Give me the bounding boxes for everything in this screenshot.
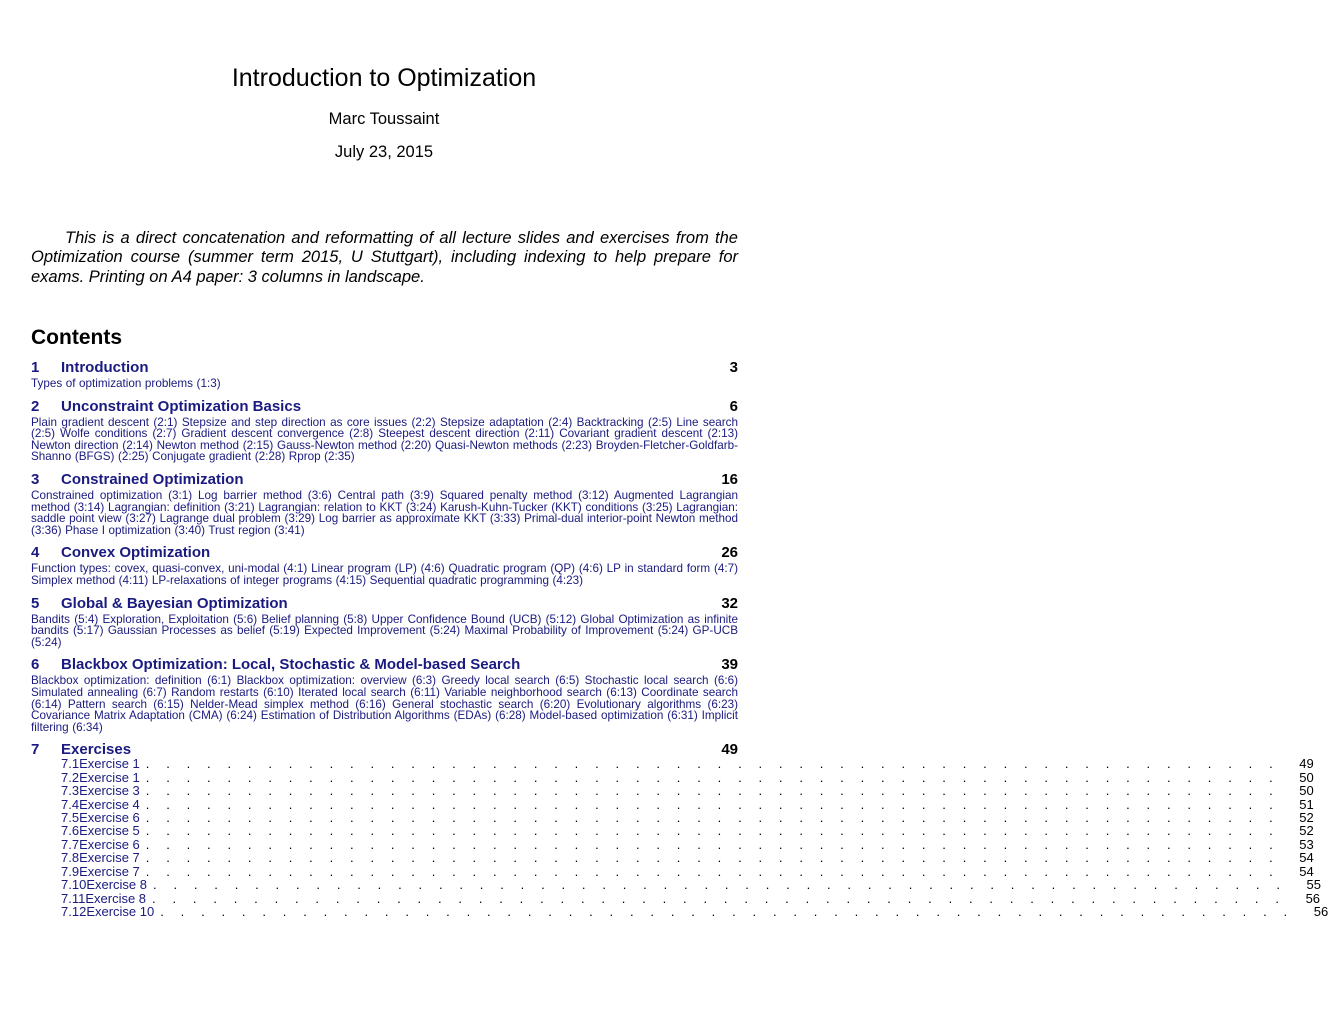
exercise-number: 7.1 bbox=[61, 756, 80, 772]
exercise-number: 7.5 bbox=[61, 810, 80, 826]
chapter-title: Convex Optimization bbox=[61, 544, 211, 562]
exercise-title: Exercise 1 bbox=[79, 756, 140, 772]
exercise-title: Exercise 5 bbox=[79, 823, 140, 839]
exercise-entry[interactable] bbox=[31, 810, 1314, 826]
exercise-number: 7.8 bbox=[61, 850, 80, 866]
chapter-topics[interactable]: Bandits (5:4) Exploration, Exploitation (5:6) Belief planning (5:8) Upper Confidence Bound (UCB) (5:12) Global Optimization as infinite bandits (5:17) Gaussian Processes as belief (5:19) Expected Improvement (5:24) Maximal Probability of Improvement (5:24) GP-UCB (5:24) bbox=[31, 612, 738, 649]
chapter-page: 3 bbox=[729, 359, 738, 376]
toc-chapter-4 bbox=[31, 544, 738, 586]
exercise-title: Exercise 6 bbox=[79, 810, 140, 826]
chapter-page: 16 bbox=[721, 470, 738, 488]
chapter-link[interactable] bbox=[31, 544, 738, 563]
exercise-list bbox=[31, 756, 1328, 920]
leader-dots: . . . . . . . . . . . . . . . . . . . . . . . . . . . . . . . . . . . . . . . . . . . . . . . . . . . . . . . . bbox=[152, 890, 1286, 906]
exercise-number: 7.3 bbox=[61, 783, 80, 799]
exercise-entry[interactable] bbox=[31, 796, 1314, 812]
exercise-title: Exercise 6 bbox=[79, 836, 140, 852]
chapter-topics[interactable]: Types of optimization problems (1:3) bbox=[31, 377, 221, 390]
toc-chapter-7 bbox=[31, 741, 1328, 920]
exercise-number: 7.7 bbox=[61, 836, 80, 852]
exercise-number: 7.11 bbox=[61, 890, 86, 906]
leader-dots: . . . . . . . . . . . . . . . . . . . . . . . . . . . . . . . . . . . . . . . . . . . . . . . . . . . . . . . . bbox=[145, 810, 1280, 826]
exercise-page: 56 bbox=[1313, 904, 1328, 920]
exercise-entry[interactable] bbox=[31, 823, 1314, 839]
exercise-page: 55 bbox=[1306, 877, 1321, 893]
leader-dots: . . . . . . . . . . . . . . . . . . . . . . . . . . . . . . . . . . . . . . . . . . . . . . . . . . . . . . . . bbox=[145, 863, 1280, 879]
exercise-page: 54 bbox=[1299, 863, 1314, 879]
chapter-page: 39 bbox=[721, 656, 738, 674]
exercise-title: Exercise 3 bbox=[79, 783, 140, 799]
chapter-page: 49 bbox=[721, 741, 738, 759]
exercise-number: 7.4 bbox=[61, 796, 80, 812]
chapter-topics[interactable]: Constrained optimization (3:1) Log barrier method (3:6) Central path (3:9) Squared penalty method (3:12) Augmented Lagrangian method (3:14) Lagrangian: definition (3:21) Lagrangian: relation to KKT (3:24) Karush-Kuhn-Tucker (KKT) conditions (3:25) Lagrangian: saddle point view (3:27) Lagrange dual problem (3:29) Log barrier as approximate KKT (3:33) Primal-dual interior-point Newton method (3:36) Phase I optimization (3:40) Trust region (3:41) bbox=[31, 488, 738, 537]
exercise-title: Exercise 1 bbox=[79, 769, 140, 785]
leader-dots: . . . . . . . . . . . . . . . . . . . . . . . . . . . . . . . . . . . . . . . . . . . . . . . . . . . . . . . . bbox=[145, 850, 1280, 866]
chapter-link[interactable] bbox=[31, 471, 738, 490]
exercise-number: 7.6 bbox=[61, 823, 80, 839]
exercise-page: 54 bbox=[1299, 850, 1314, 866]
chapter-title: Global & Bayesian Optimization bbox=[61, 594, 288, 612]
exercise-page: 52 bbox=[1299, 810, 1314, 826]
chapter-link[interactable] bbox=[31, 656, 738, 675]
toc-chapter-3 bbox=[31, 471, 738, 536]
chapter-number: 6 bbox=[31, 656, 40, 674]
chapter-number: 5 bbox=[31, 594, 40, 612]
exercise-entry[interactable] bbox=[31, 769, 1314, 785]
chapter-title: Constrained Optimization bbox=[61, 470, 244, 488]
contents-heading: Contents bbox=[31, 326, 122, 349]
exercise-page: 50 bbox=[1299, 769, 1314, 785]
leader-dots: . . . . . . . . . . . . . . . . . . . . . . . . . . . . . . . . . . . . . . . . . . . . . . . . . . . . . . . . bbox=[160, 904, 1294, 920]
chapter-link[interactable] bbox=[31, 595, 738, 614]
exercise-entry[interactable] bbox=[31, 756, 1314, 772]
document-title: Introduction to Optimization bbox=[231, 64, 537, 92]
chapter-title: Exercises bbox=[61, 741, 132, 759]
leader-dots: . . . . . . . . . . . . . . . . . . . . . . . . . . . . . . . . . . . . . . . . . . . . . . . . . . . . . . . . bbox=[145, 756, 1280, 772]
chapter-page: 32 bbox=[721, 594, 738, 612]
exercise-entry[interactable] bbox=[31, 783, 1314, 799]
exercise-entry[interactable] bbox=[31, 863, 1314, 879]
chapter-number: 4 bbox=[31, 544, 40, 562]
exercise-page: 52 bbox=[1299, 823, 1314, 839]
exercise-page: 51 bbox=[1299, 796, 1314, 812]
toc-chapter-2 bbox=[31, 398, 738, 463]
exercise-entry[interactable] bbox=[31, 877, 1321, 893]
chapter-topics[interactable]: Blackbox optimization: definition (6:1) Blackbox optimization: overview (6:3) Greedy local search (6:5) Stochastic local search (6:6) Simulated annealing (6:7) Random restarts (6:10) Iterated local search (6:11) Variable neighborhood search (6:13) Coordinate search (6:14) Pattern search (6:15) Nelder-Mead simplex method (6:16) General stochastic search (6:20) Evolutionary algorithms (6:23) Covariance Matrix Adaptation (CMA) (6:24) Estimation of Distribution Algorithms (EDAs) (6:28) Model-based optimization (6:31) Implicit filtering (6:34) bbox=[31, 674, 738, 734]
exercise-number: 7.10 bbox=[61, 877, 87, 893]
document-date: July 23, 2015 bbox=[334, 143, 434, 161]
chapter-page: 6 bbox=[729, 397, 738, 415]
exercise-title: Exercise 4 bbox=[79, 796, 140, 812]
toc-chapter-5 bbox=[31, 595, 738, 649]
chapter-number: 3 bbox=[31, 470, 40, 488]
leader-dots: . . . . . . . . . . . . . . . . . . . . . . . . . . . . . . . . . . . . . . . . . . . . . . . . . . . . . . . . bbox=[145, 836, 1280, 852]
chapter-page: 26 bbox=[721, 544, 738, 562]
exercise-entry[interactable] bbox=[31, 904, 1328, 920]
chapter-topics[interactable]: Plain gradient descent (2:1) Stepsize and step direction as core issues (2:2) Stepsize adaptation (2:4) Backtracking (2:5) Line search (2:5) Wolfe conditions (2:7) Gradient descent convergence (2:8) Steepest descent direction (2:11) Covariant gradient descent (2:13) Newton direction (2:14) Newton method (2:15) Gauss-Newton method (2:20) Quasi-Newton methods (2:23) Broyden-Fletcher-Goldfarb-Shanno (BFGS) (2:25) Conjugate gradient (2:28) Rprop (2:35) bbox=[31, 415, 738, 464]
document-author: Marc Toussaint bbox=[328, 110, 440, 128]
exercise-title: Exercise 7 bbox=[79, 863, 140, 879]
exercise-title: Exercise 8 bbox=[86, 877, 148, 893]
leader-dots: . . . . . . . . . . . . . . . . . . . . . . . . . . . . . . . . . . . . . . . . . . . . . . . . . . . . . . . . bbox=[145, 796, 1280, 812]
abstract: This is a direct concatenation and reformatting of all lecture slides and exercises from the Optimization course (summer term 2015, U Stuttgart), including indexing to help prepare for exams. Printing on A4 paper: 3 columns in landscape. bbox=[31, 229, 738, 286]
exercise-entry[interactable] bbox=[31, 836, 1314, 852]
leader-dots: . . . . . . . . . . . . . . . . . . . . . . . . . . . . . . . . . . . . . . . . . . . . . . . . . . . . . . . . bbox=[145, 783, 1280, 799]
chapter-topics[interactable]: Function types: covex, quasi-convex, uni-modal (4:1) Linear program (LP) (4:6) Quadratic program (QP) (4:6) LP in standard form (4:7) Simplex method (4:11) LP-relaxations of integer programs (4:15) Sequential quadratic programming (4:23) bbox=[31, 562, 738, 587]
leader-dots: . . . . . . . . . . . . . . . . . . . . . . . . . . . . . . . . . . . . . . . . . . . . . . . . . . . . . . . . bbox=[145, 823, 1280, 839]
exercise-page: 50 bbox=[1299, 783, 1314, 799]
table-of-contents bbox=[31, 359, 1328, 927]
exercise-page: 53 bbox=[1299, 836, 1314, 852]
exercise-number: 7.12 bbox=[61, 904, 87, 920]
chapter-title: Introduction bbox=[61, 359, 149, 376]
chapter-number: 7 bbox=[31, 741, 40, 759]
chapter-number: 2 bbox=[31, 397, 40, 415]
exercise-page: 56 bbox=[1305, 890, 1321, 906]
exercise-number: 7.9 bbox=[61, 863, 80, 879]
chapter-title: Unconstraint Optimization Basics bbox=[61, 397, 302, 415]
chapter-number: 1 bbox=[31, 359, 40, 376]
leader-dots: . . . . . . . . . . . . . . . . . . . . . . . . . . . . . . . . . . . . . . . . . . . . . . . . . . . . . . . . bbox=[153, 877, 1287, 893]
exercise-entry[interactable] bbox=[31, 890, 1321, 906]
chapter-title: Blackbox Optimization: Local, Stochastic & Model-based Search bbox=[61, 656, 521, 674]
toc-chapter-6 bbox=[31, 656, 738, 733]
chapter-link[interactable] bbox=[31, 359, 738, 378]
exercise-entry[interactable] bbox=[31, 850, 1314, 866]
exercise-title: Exercise 8 bbox=[85, 890, 147, 906]
toc-chapter-1 bbox=[31, 359, 738, 390]
chapter-link[interactable] bbox=[31, 398, 738, 417]
leader-dots: . . . . . . . . . . . . . . . . . . . . . . . . . . . . . . . . . . . . . . . . . . . . . . . . . . . . . . . . bbox=[145, 769, 1280, 785]
exercise-title: Exercise 7 bbox=[79, 850, 140, 866]
exercise-page: 49 bbox=[1299, 756, 1314, 772]
exercise-title: Exercise 10 bbox=[86, 904, 155, 920]
exercise-number: 7.2 bbox=[61, 769, 80, 785]
